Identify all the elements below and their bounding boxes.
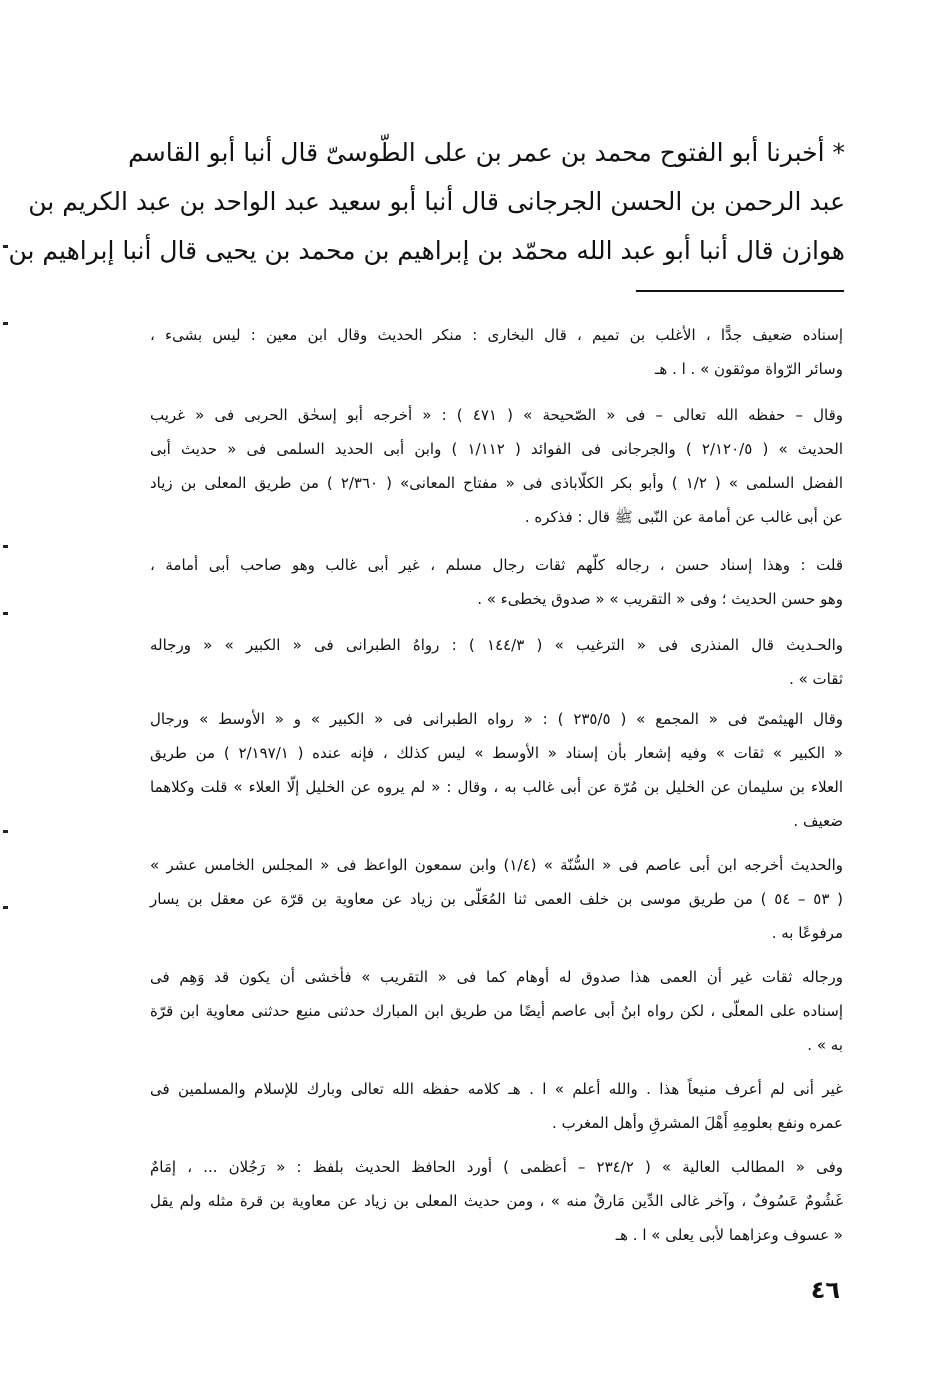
footnote-line: والحـديث قال المنذرى فى « الترغيب » ( ١٤٤/٣ ) : رواهُ الطبرانى فى « الكبير » « ورجاله	[150, 636, 844, 654]
footnote-line: غَشُومٌ عَسُوفٌ ، وآخر غالى الدِّين مَارقٌ منه » ، ومن حديث المعلى بن زياد عن معاوية بن قرة مثله ولم يقل	[150, 1192, 843, 1210]
footnote-line: وقال – حفظه الله تعالى – فى « الصّحيحة » ( ٤٧١ ) : « أخرجه أبو إسحٰق الحربى فى « غريب	[150, 406, 843, 424]
footnote-line: ثقات » .	[789, 670, 843, 688]
footnote-line: ( ٥٣ – ٥٤ ) من طريق موسى بن خلف العمى ثنا المُعَلّى بن زياد عن معاوية بن قرّة عن معقل بن يسار	[150, 890, 843, 908]
margin-mark	[3, 906, 8, 909]
margin-mark	[3, 545, 8, 548]
footnote-line: وهو حسن الحديث ؛ وفى « التقريب » « صدوق يخطىء » .	[477, 590, 843, 608]
footnote-paragraph	[150, 318, 843, 386]
footnote-line: إسناده ضعيف جدًّا ، الأغلب بن تميم ، قال البخارى : منكر الحديث وقال ابن معين : ليس بشىء ،	[150, 326, 843, 344]
margin-mark	[3, 322, 8, 325]
footnote-line: والحديث أخرجه ابن أبى عاصم فى « السُّنّة » (١/٤) وابن سمعون الواعظ فى « المجلس الخامس عشر »	[150, 856, 843, 874]
footnote-paragraph	[150, 1150, 843, 1252]
footnote-line: وسائر الرّواة موثقون » . ا . هـ	[655, 360, 843, 378]
footnote-paragraph	[150, 1072, 843, 1140]
footnote-paragraph	[150, 628, 843, 696]
footnote-line: الفضل السلمى » ( ١/٢ ) وأبو بكر الكلّاباذى فى « مفتاح المعانى» ( ٢/٣٦٠ ) من طريق المعلى بن زياد	[150, 474, 844, 492]
footnote-line: وفى « المطالب العالية » ( ٢٣٤/٢ – أعظمى ) أورد الحافظ الحديث بلفظ : « رَجُلان ... ، إمَامٌ	[150, 1158, 844, 1176]
footnote-paragraph	[150, 548, 843, 616]
main-text-line: * أخبرنا أبو الفتوح محمد بن عمر بن على الطّوسىّ قال أنبا أبو القاسم	[128, 138, 845, 167]
footnote-line: ضعيف .	[793, 812, 843, 830]
footnote-paragraph	[150, 702, 843, 838]
footnote-line: عمره ونفع بعلومِهِ أَهْلَ المشرقِ وأهل المغرب .	[552, 1114, 843, 1132]
main-text-line: هوازن قال أنبا أبو عبد الله محمّد بن إبراهيم بن محمد بن يحيى قال أنبا إبراهيم بن	[8, 236, 845, 265]
footnote-separator	[636, 290, 844, 292]
margin-mark	[3, 612, 8, 615]
margin-mark	[3, 830, 8, 833]
footnote-line: « الكبير » ثقات » وفيه إشعار بأن إسناد « الأوسط » ليس كذلك ، فإنه عنده ( ٢/١٩٧/١ ) من طريق	[150, 744, 843, 762]
footnote-paragraph	[150, 960, 843, 1062]
footnote-line: وقال الهيثمىّ فى « المجمع » ( ٢٣٥/٥ ) : « رواه الطبرانى فى « الكبير » و « الأوسط » ورجال	[150, 710, 843, 728]
footnote-line: « عسوف وعزاهما لأبى يعلى » ا . هـ	[615, 1226, 843, 1244]
footnote-line: العلاء بن سليمان عن الخليل بن مُرّة عن أبى غالب به ، وقال : « لم يروه عن الخليل إلّا العلاء » قلت وكلاهما	[150, 778, 843, 796]
footnote-line: الحديث » ( ٢/١٢٠/٥ ) والجرجانى فى الفوائد ( ١/١١٢ ) وابن أبى الحديد السلمى فى « حديث أبى	[150, 440, 843, 458]
main-text	[8, 128, 845, 275]
footnote-paragraph	[150, 848, 843, 950]
footnote-line: قلت : وهذا إسناد حسن ، رجاله كلّهم ثقات رجال مسلم ، غير أبى غالب وهو صاحب أبى أمامة ،	[150, 556, 843, 574]
footnote-line: إسناده على المعلّى ، لكن رواه ابنُ أبى عاصم أيضًا من طريق ابن المبارك حدثنى منيع حدثنى معاوية ابن قرّة	[150, 1002, 843, 1020]
margin-mark	[3, 245, 8, 248]
footnote-line: عن أبى غالب عن أمامة عن النّبى ﷺ قال : فذكره .	[524, 508, 843, 526]
page-number: ٤٦	[810, 1276, 840, 1304]
footnote-line: غير أنى لم أعرف منيعاً هذا . والله أعلم » ا . هـ كلامه حفظه الله تعالى وبارك للإسلام والمسلمين فى	[150, 1080, 843, 1098]
footnote-line: به » .	[807, 1036, 843, 1054]
footnote-line: ورجاله ثقات غير أن العمى هذا صدوق له أوهام كما فى « التقريب » فأخشى أن يكون قد وَهِم فى	[150, 968, 843, 986]
footnote-paragraph	[150, 398, 843, 534]
footnote-line: مرفوعًا به .	[771, 924, 843, 942]
main-text-line: عبد الرحمن بن الحسن الجرجانى قال أنبا أبو سعيد عبد الواحد بن عبد الكريم بن	[28, 187, 845, 216]
footnotes	[150, 318, 843, 1252]
